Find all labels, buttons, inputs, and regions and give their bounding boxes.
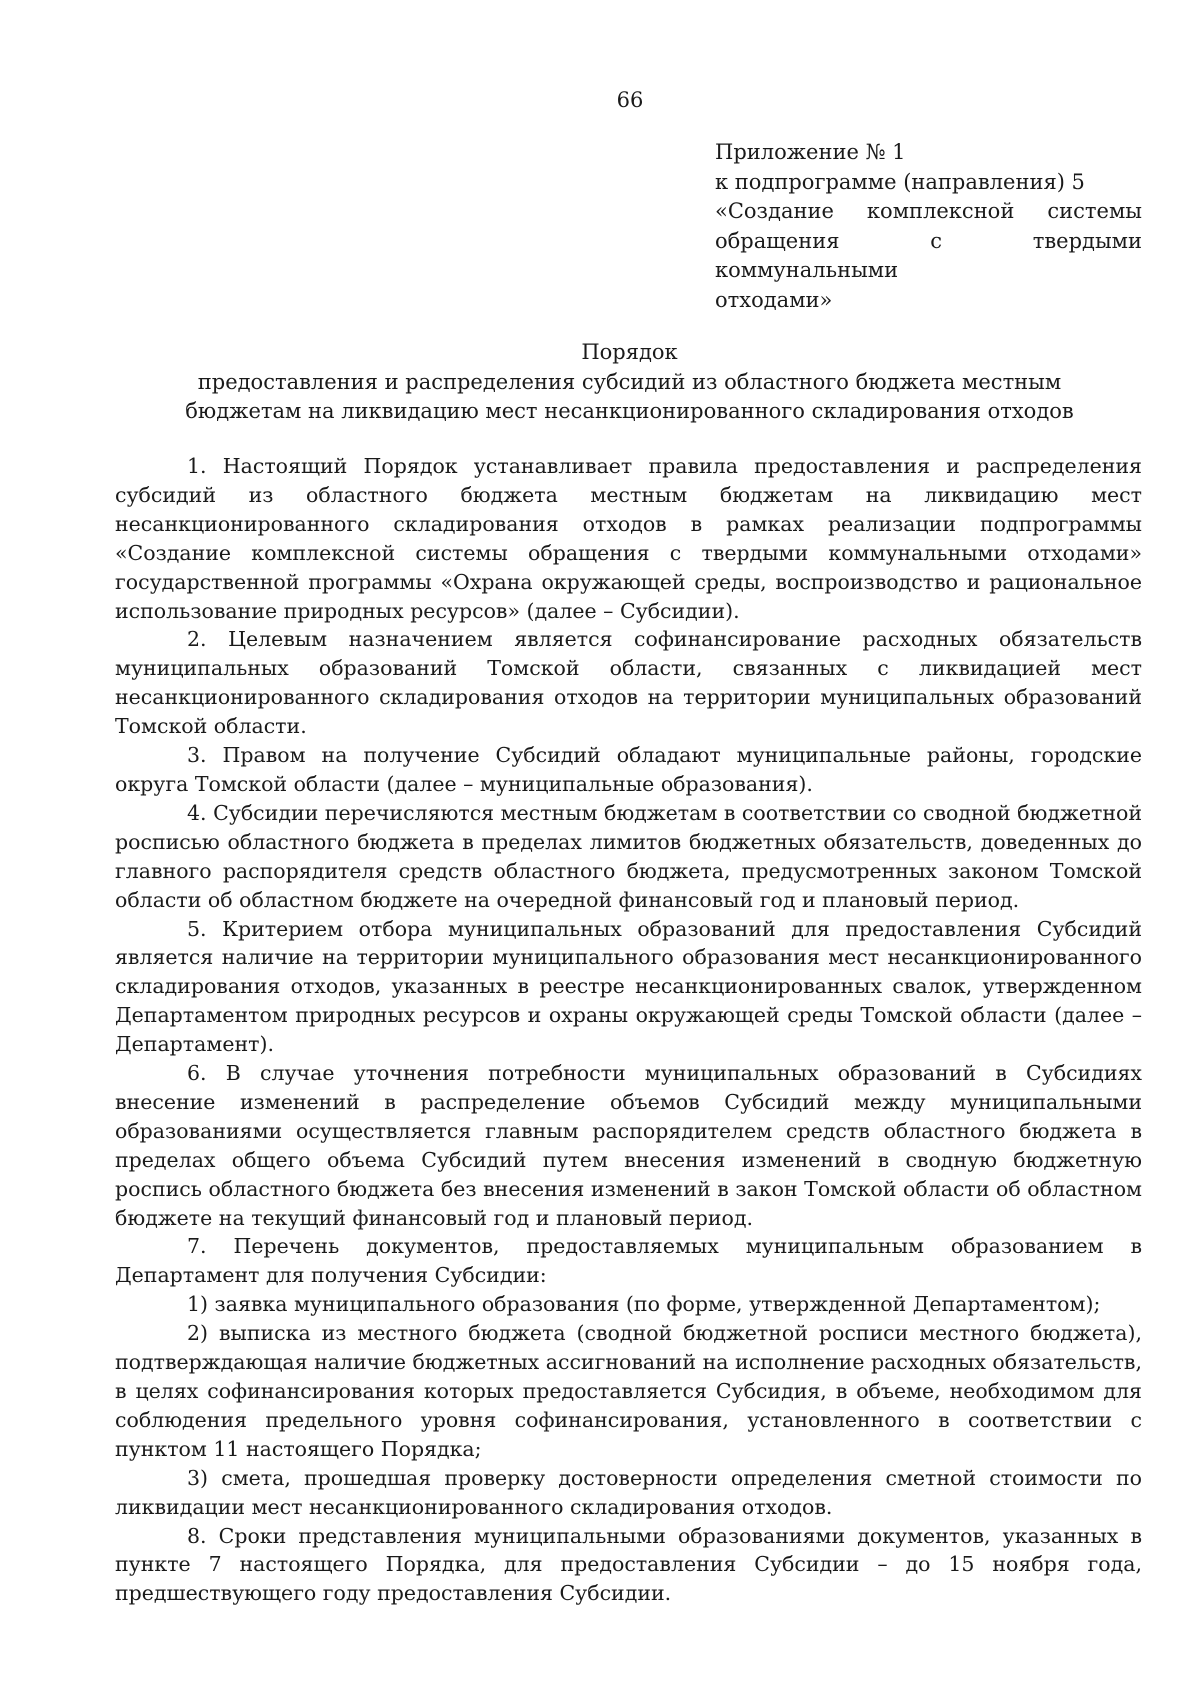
appendix-line: Приложение № 1 [715, 140, 906, 164]
appendix-line: к подпрограмме (направления) 5 [715, 169, 1085, 194]
appendix-line: обращения с твердыми коммунальными [715, 228, 1142, 282]
paragraph-3: 3. Правом на получение Субсидий обладают муниципальные районы, городские округа Томской области (далее – муниципальные образования). [115, 743, 1142, 796]
appendix-line: «Создание комплексной системы [715, 199, 1142, 223]
paragraph-7: 7. Перечень документов, предоставляемых муниципальным образованием в Департамент для получения Субсидии: [115, 1234, 1142, 1288]
paragraph-4: 4. Субсидии перечисляются местным бюджетам в соответствии со сводной бюджетной росписью областного бюджета в пределах лимитов бюджетных обязательств, доведенных до главного распорядителя средств областного бюджета, предусмотренных законом Томской области об областном бюджете на очередной финансовый год и плановый период. [115, 800, 1142, 912]
document-body [115, 452, 1142, 1608]
title-line: бюджетам на ликвидацию мест несанкционированного складирования отходов [185, 399, 1074, 423]
page-number: 66 [616, 88, 644, 112]
appendix-header [715, 138, 1142, 315]
document-title [118, 338, 1141, 427]
paragraph-2: 2. Целевым назначением является софинансирование расходных обязательств муниципальных образований Томской области, связанных с ликвидацией мест несанкционированного складирования отходов на территории муниципальных образований Томской области. [115, 627, 1142, 739]
paragraph-8: 8. Сроки представления муниципальными образованиями документов, указанных в пункте 7 настоящего Порядка, для предоставления Субсидии – до 15 ноября года, предшествующего году предоставления Субсидии. [115, 1523, 1142, 1606]
paragraph-7-item-3: 3) смета, прошедшая проверку достоверности определения сметной стоимости по ликвидации мест несанкционированного складирования отходов. [115, 1465, 1142, 1519]
paragraph-5: 5. Критерием отбора муниципальных образований для предоставления Субсидий является наличие на территории муниципального образования мест несанкционированного складирования отходов, указанных в реестре несанкционированных свалок, утвержденном Департаментом природных ресурсов и охраны окружающей среды Томской области (далее – Департамент). [115, 916, 1142, 1057]
paragraph-6: 6. В случае уточнения потребности муниципальных образований в Субсидиях внесение изменений в распределение объемов Субсидий между муниципальными образованиями осуществляется главным распорядителем средств областного бюджета в пределах общего объема Субсидий путем внесения изменений в сводную бюджетную роспись областного бюджета без внесения изменений в закон Томской области об областном бюджете на текущий финансовый год и плановый период. [115, 1061, 1142, 1230]
paragraph-7-item-2: 2) выписка из местного бюджета (сводной бюджетной росписи местного бюджета), подтверждающая наличие бюджетных ассигнований на исполнение расходных обязательств, в целях софинансирования которых предоставляется Субсидия, в объеме, необходимом для соблюдения предельного уровня софинансирования, установленного в соответствии с пунктом 11 настоящего Порядка; [115, 1321, 1142, 1461]
paragraph-1: 1. Настоящий Порядок устанавливает правила предоставления и распределения субсидий из областного бюджета местным бюджетам на ликвидацию мест несанкционированного складирования отходов в рамках реализации подпрограммы «Создание комплексной системы обращения с твердыми коммунальными отходами» государственной программы «Охрана окружающей среды, воспроизводство и рациональное использование природных ресурсов» (далее – Субсидии). [115, 454, 1142, 623]
appendix-line: отходами» [715, 287, 833, 312]
paragraph-7-item-1: 1) заявка муниципального образования (по форме, утвержденной Департаментом); [187, 1292, 1101, 1317]
title-heading: Порядок [581, 340, 678, 364]
title-line: предоставления и распределения субсидий из областного бюджета местным [197, 369, 1062, 394]
